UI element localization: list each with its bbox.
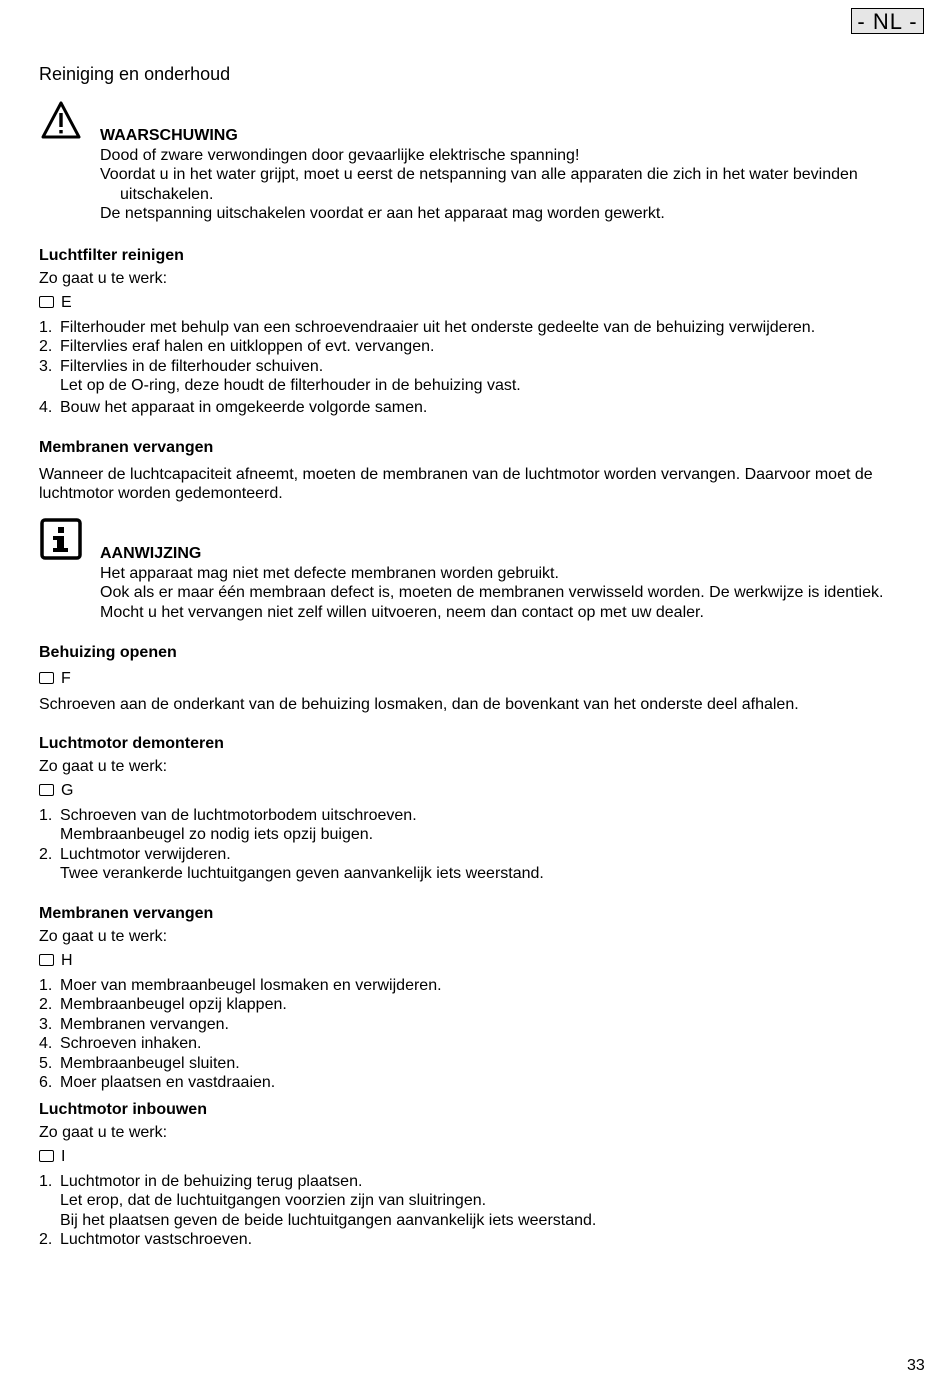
section-heading: Luchtfilter reinigen (39, 247, 184, 264)
list-item: Membraanbeugel zo nodig iets opzij buigen. (60, 826, 374, 843)
list-item: 2. Membraanbeugel opzij klappen. (39, 996, 287, 1013)
notice-line: Mocht u het vervangen niet zelf willen uitvoeren, neem dan contact op met uw dealer. (100, 603, 704, 621)
warning-triangle-icon (40, 100, 82, 140)
figure-box-icon (39, 784, 54, 796)
intro-text: Zo gaat u te werk: (39, 1123, 168, 1141)
paragraph: luchtmotor worden gedemonteerd. (39, 485, 283, 502)
list-item: Let op de O-ring, deze houdt de filterhouder in de behuizing vast. (60, 377, 521, 394)
list-item: 4. Schroeven inhaken. (39, 1035, 202, 1052)
warning-heading: WAARSCHUWING (100, 127, 238, 144)
step-list (39, 318, 929, 418)
notice-line: Het apparaat mag niet met defecte membranen worden gebruikt. (100, 564, 559, 582)
step-list (39, 1172, 929, 1250)
membranes-intro-section (39, 438, 929, 504)
language-badge: - NL - (851, 8, 924, 34)
figure-box-icon (39, 1150, 54, 1162)
figure-label: H (61, 952, 73, 969)
list-item: 2. Luchtmotor verwijderen. (39, 845, 231, 863)
figure-label: G (61, 782, 74, 799)
section-heading: Luchtmotor demonteren (39, 735, 224, 752)
motor-install-section (39, 1100, 929, 1250)
warning-block (100, 126, 930, 224)
figure-box-icon (39, 954, 54, 966)
intro-text: Zo gaat u te werk: (39, 757, 168, 775)
list-item: 4. Bouw het apparaat in omgekeerde volgorde samen. (39, 398, 428, 416)
air-filter-section (39, 246, 929, 417)
list-item: 3. Filtervlies in de filterhouder schuiven. (39, 357, 324, 375)
list-item: 1. Moer van membraanbeugel losmaken en verwijderen. (39, 976, 442, 994)
membranes-replace-section (39, 904, 929, 1093)
figure-label: E (61, 294, 72, 311)
list-item: Bij het plaatsen geven de beide luchtuitgangen aanvankelijk iets weerstand. (60, 1211, 597, 1229)
notice-line: Ook als er maar één membraan defect is, moeten de membranen verwisseld worden. De werkwijze is identiek. (100, 584, 884, 601)
list-item: 2. Luchtmotor vastschroeven. (39, 1231, 253, 1248)
figure-reference (39, 293, 929, 313)
figure-reference (39, 951, 929, 971)
intro-text: Zo gaat u te werk: (39, 927, 168, 945)
list-item: Twee verankerde luchtuitgangen geven aanvankelijk iets weerstand. (60, 865, 544, 882)
section-heading: Luchtmotor inbouwen (39, 1101, 207, 1118)
section-heading: Behuizing openen (39, 644, 177, 661)
step-list (39, 976, 929, 1093)
list-item: 2. Filtervlies eraf halen en uitkloppen of evt. vervangen. (39, 338, 435, 355)
paragraph: Wanneer de luchtcapaciteit afneemt, moeten de membranen van de luchtmotor worden vervangen. Daarvoor moet de (39, 465, 873, 483)
warning-line: uitschakelen. (120, 185, 214, 203)
list-item: 3. Membranen vervangen. (39, 1015, 229, 1033)
page-title: Reiniging en onderhoud (39, 64, 231, 84)
info-icon (40, 518, 82, 560)
paragraph: Schroeven aan de onderkant van de behuizing losmaken, dan de bovenkant van het onderste deel afhalen. (39, 696, 799, 713)
figure-box-icon (39, 672, 54, 684)
list-item: 1. Schroeven van de luchtmotorbodem uitschroeven. (39, 806, 417, 824)
step-list (39, 806, 929, 884)
section-heading: Membranen vervangen (39, 905, 214, 922)
housing-section (39, 643, 929, 715)
section-heading: Membranen vervangen (39, 439, 214, 456)
figure-reference (39, 1147, 929, 1167)
figure-label: F (61, 669, 71, 687)
figure-box-icon (39, 296, 54, 308)
notice-block (100, 544, 930, 622)
intro-text: Zo gaat u te werk: (39, 269, 168, 287)
list-item: Let erop, dat de luchtuitgangen voorzien zijn van sluitringen. (60, 1192, 487, 1209)
figure-reference (39, 669, 929, 689)
figure-reference (39, 781, 929, 801)
page-number: 33 (907, 1357, 925, 1374)
warning-line: De netspanning uitschakelen voordat er aan het apparaat mag worden gewerkt. (100, 205, 665, 222)
warning-line: Dood of zware verwondingen door gevaarlijke elektrische spanning! (100, 146, 580, 164)
motor-remove-section (39, 734, 929, 884)
list-item: 1. Filterhouder met behulp van een schroevendraaier uit het onderste gedeelte van de behuizing verwijderen. (39, 318, 816, 336)
warning-line: Voordat u in het water grijpt, moet u eerst de netspanning van alle apparaten die zich in het water bevinden (100, 166, 858, 183)
list-item: 5. Membraanbeugel sluiten. (39, 1054, 240, 1072)
list-item: 6. Moer plaatsen en vastdraaien. (39, 1074, 276, 1091)
figure-label: I (61, 1148, 66, 1165)
list-item: 1. Luchtmotor in de behuizing terug plaatsen. (39, 1172, 363, 1190)
notice-heading: AANWIJZING (100, 545, 202, 562)
